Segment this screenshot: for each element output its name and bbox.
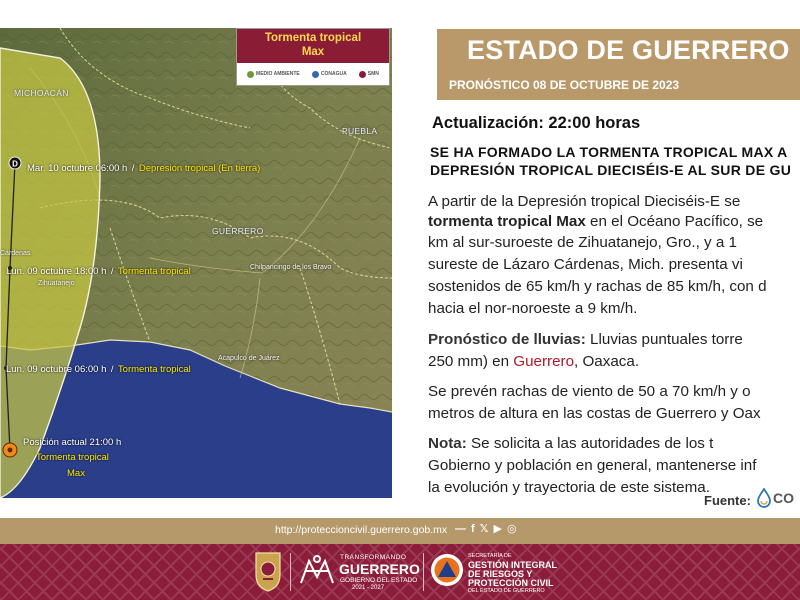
forecast-label-lun09-18h [6,261,191,279]
source-logo-text: CO [773,490,794,506]
forecast-status: Depresión tropical (En tierra) [138,163,261,174]
source-logo-conagua [757,488,794,508]
current-position-eye [8,448,13,453]
para2-line1-rest: Lluvias puntuales torre [585,331,743,348]
water-drop-icon [757,488,771,508]
city-label-chilpancingo: Chilpancingo de los Bravo [250,264,332,271]
state-title: ESTADO DE GUERRERO [467,35,790,65]
storm-name-badge [236,28,390,86]
social-links [455,522,517,535]
current-status-line1: Tormenta tropical [36,452,109,463]
para3-line2: metros de altura en las costas de Guerrero y Oax [428,405,761,422]
gov-top-text: TRANSFORMANDO [340,554,407,561]
gov-name: GUERRERO [339,561,420,577]
leaf-icon [247,71,254,78]
city-label-cardenas: Cárdenas [0,250,31,257]
storm-name-bold: tormenta tropical Max [428,213,586,230]
para2-guerrero-red: Guerrero [513,353,575,370]
depression-marker-letter: D [12,159,18,169]
state-label-michoacan: MICHOACÁN [14,88,69,98]
footer-divider [290,553,291,591]
forecast-status: Tormenta tropical [117,364,191,375]
logo-smn: SMN [359,71,379,78]
storm-track-map [0,28,392,498]
secretariat-line2: GESTIÓN INTEGRAL [468,560,558,570]
state-seal-icon [253,549,283,593]
storm-badge-line2: Max [301,46,325,58]
secretariat-line3: DE RIESGOS Y [468,569,533,579]
para4-line3: la evolución y trayectoria de este sistema. [428,479,710,496]
state-title-box [437,29,800,100]
logo-medio-ambiente: MEDIO AMBIENTE [247,71,300,78]
para2-line2-a: 250 mm) en [428,353,514,370]
city-label-zihuatanejo: Zihuatanejo [38,280,75,287]
dash-separator: — [455,522,466,535]
forecast-separator: / [131,163,135,174]
forecast-date: Lun. 09 octubre 06:00 h [6,364,107,375]
secretariat-line5: DEL ESTADO DE GUERRERO [468,588,545,594]
civil-protection-icon [429,552,465,588]
note-label: Nota: [428,435,467,452]
para4-line1 [428,435,713,452]
state-label-guerrero: GUERRERO [212,226,264,236]
logo-conagua: CONAGUA [312,71,347,78]
forecast-status: Tormenta tropical [117,266,191,277]
guerrero-emblem-icon [297,553,337,589]
forecast-date: Mar. 10 octubre 06:00 h [27,163,128,174]
forecast-label-lun09-06h [6,359,191,377]
headline-line-2: DEPRESIÓN TROPICAL DIECISÉIS-E AL SUR DE GU [430,162,792,178]
para2-line1 [428,331,743,348]
current-status-line2: Max [67,468,85,479]
current-position-label: Posición actual 21:00 h [23,437,122,448]
para2-line2-b: , Oaxaca. [574,353,640,370]
x-twitter-icon[interactable]: 𝕏 [479,523,489,535]
para4-line2: Gobierno y población en general, mantenerse inf [428,457,757,474]
footer-divider [423,553,424,591]
para2-line2 [428,353,639,370]
para1-line3: km al sur-suroeste de Zihuatanejo, Gro., y a 1 [428,234,737,251]
para3-line1: Se prevén rachas de viento de 50 a 70 km/h y o [428,383,751,400]
storm-badge-line1: Tormenta tropical [264,32,362,44]
storm-badge-title [237,29,389,63]
forecast-date: Lun. 09 octubre 18:00 h [6,266,107,277]
secretariat-line1: SECRETARÍA DE [468,553,512,559]
forecast-separator: / [110,266,114,277]
forecast-separator: / [110,364,114,375]
update-time: Actualización: 22:00 horas [432,114,641,132]
agency-logos [237,63,389,85]
state-label-puebla: PUEBLA [342,126,378,136]
facebook-icon[interactable]: f [471,522,475,535]
para1-line6: hacia el nor-noroeste a 9 km/h. [428,300,638,317]
instagram-icon[interactable]: ◎ [507,523,517,535]
para1-line5: sostenidos de 65 km/h y rachas de 85 km/h, con d [428,278,767,295]
para1-line1: A partir de la Depresión tropical Dieciséis-E se [428,193,741,210]
rain-forecast-label: Pronóstico de lluvias: [428,331,586,348]
forecast-label-mar10 [27,158,260,176]
para1-line2 [428,213,763,230]
gov-subtitle: GOBIERNO DEL ESTADO [340,577,418,584]
forecast-date-subtitle: PRONÓSTICO 08 DE OCTUBRE DE 2023 [449,78,680,92]
source-label: Fuente: [704,493,751,508]
para4-line1-rest: Se solicita a las autoridades de los t [466,435,714,452]
city-label-acapulco: Acapulco de Juárez [218,355,280,362]
website-link[interactable]: http://proteccioncivil.guerrero.gob.mx [275,524,448,536]
secretariat-line4: PROTECCIÓN CIVIL [468,578,554,588]
water-drop-icon [312,71,319,78]
para1-line4: sureste de Lázaro Cárdenas, Mich. presenta vi [428,256,743,273]
headline-line-1: SE HA FORMADO LA TORMENTA TROPICAL MAX A [430,144,788,160]
gov-years: 2021 - 2027 [352,585,385,591]
para1-line2-rest: en el Océano Pacífico, se [585,213,764,230]
weather-icon [359,71,366,78]
youtube-icon[interactable]: ▶ [493,523,503,535]
